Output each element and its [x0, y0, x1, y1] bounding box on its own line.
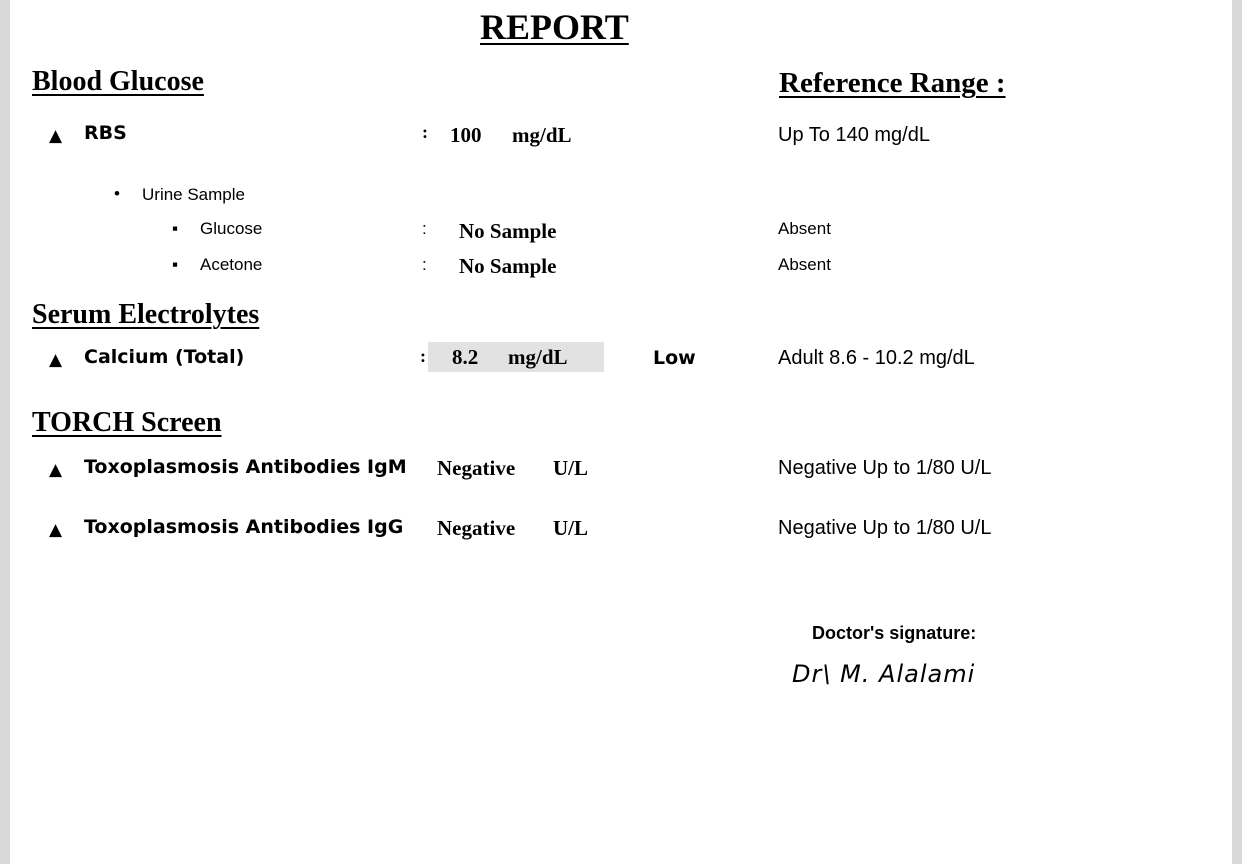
urine-sample-label: Urine Sample [142, 185, 245, 204]
doctor-signature-label: Doctor's signature: [812, 623, 977, 643]
result-unit-rbs: mg/dL [512, 123, 572, 147]
report-title: REPORT [480, 7, 629, 47]
test-name-glucose: Glucose [200, 219, 263, 238]
triangle-marker-icon: ▲ [49, 460, 63, 480]
result-unit-calcium: mg/dL [508, 345, 568, 369]
reference-calcium: Adult 8.6 - 10.2 mg/dL [778, 347, 975, 369]
result-value-toxo-igm: Negative [437, 456, 516, 480]
reference-acetone: Absent [778, 255, 831, 274]
section-heading-torch-screen: TORCH Screen [32, 407, 222, 438]
report-page [10, 0, 1232, 864]
result-value-acetone: No Sample [459, 254, 557, 278]
square-bullet-icon: ▪ [172, 255, 179, 274]
reference-toxo-igg: Negative Up to 1/80 U/L [778, 517, 992, 539]
result-unit-toxo-igm: U/L [553, 456, 589, 480]
reference-toxo-igm: Negative Up to 1/80 U/L [778, 457, 992, 479]
separator-colon: : [420, 346, 426, 366]
reference-rbs: Up To 140 mg/dL [778, 124, 930, 146]
test-name-toxo-igm: Toxoplasmosis Antibodies IgM [84, 456, 407, 478]
bullet-icon: • [114, 184, 120, 203]
result-value-calcium: 8.2 [452, 345, 479, 369]
doctor-signature-name: Dr\ M. Alalami [792, 660, 976, 688]
result-flag-low: Low [653, 347, 696, 369]
separator-colon: : [422, 219, 427, 238]
reference-range-heading: Reference Range : [779, 67, 1006, 99]
result-unit-toxo-igg: U/L [553, 516, 589, 540]
triangle-marker-icon: ▲ [49, 350, 63, 370]
result-value-toxo-igg: Negative [437, 516, 516, 540]
separator-colon: : [422, 122, 428, 142]
result-value-glucose: No Sample [459, 219, 557, 243]
result-value-rbs: 100 [450, 123, 482, 147]
test-name-calcium: Calcium (Total) [84, 346, 245, 368]
reference-glucose: Absent [778, 219, 831, 238]
separator-colon: : [422, 255, 427, 274]
square-bullet-icon: ▪ [172, 219, 179, 238]
section-heading-serum-electrolytes: Serum Electrolytes [32, 299, 260, 330]
section-heading-blood-glucose: Blood Glucose [32, 66, 204, 97]
triangle-marker-icon: ▲ [49, 520, 63, 540]
test-name-rbs: RBS [84, 122, 127, 144]
triangle-marker-icon: ▲ [49, 126, 63, 146]
test-name-toxo-igg: Toxoplasmosis Antibodies IgG [84, 516, 404, 538]
test-name-acetone: Acetone [200, 255, 263, 274]
